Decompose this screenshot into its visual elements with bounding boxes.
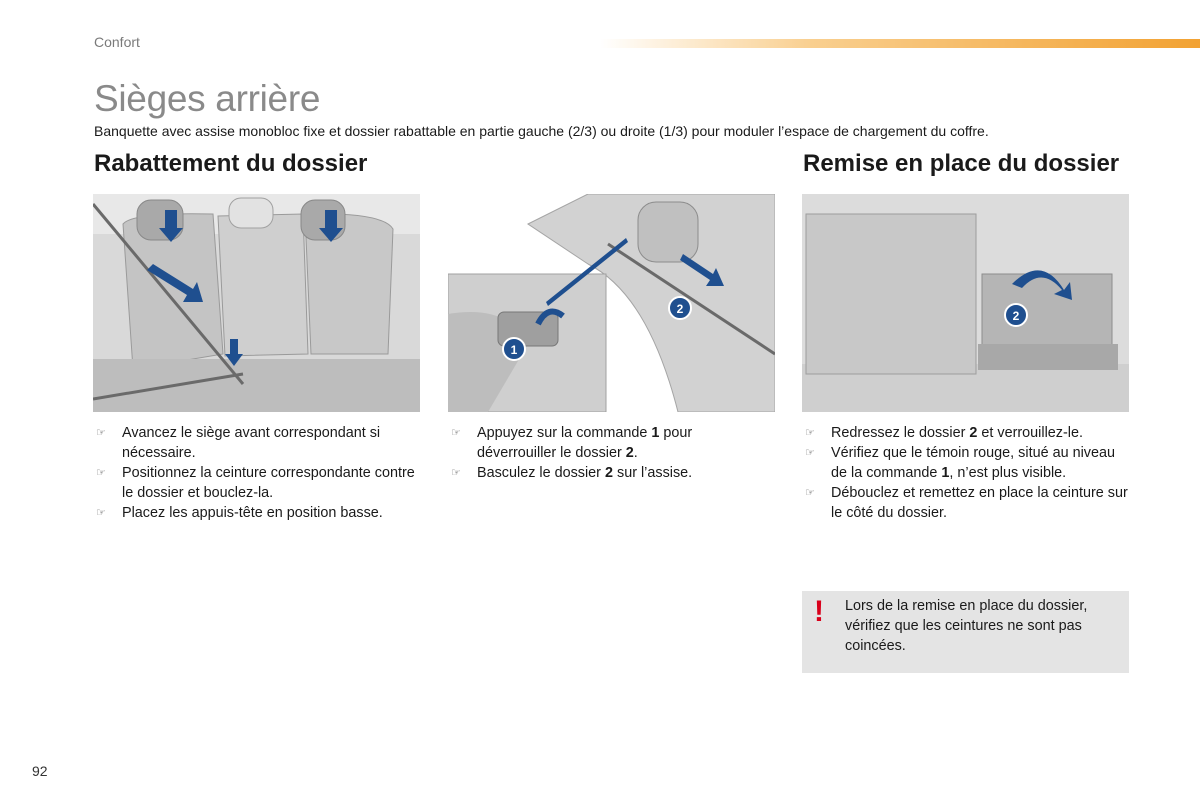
pointing-hand-icon: ☞ [805, 487, 815, 499]
list-item: ☞ Vérifiez que le témoin rouge, situé au niveau de la commande 1, n’est plus visible. [805, 445, 1115, 481]
list-item: ☞ Avancez le siège avant correspondant si nécessaire. [96, 425, 381, 461]
release-control-illustration [448, 194, 775, 412]
pointing-hand-icon: ☞ [805, 447, 815, 459]
list-item: ☞ Redressez le dossier 2 et verrouillez-le. [805, 425, 1083, 441]
list-item: ☞ Basculez le dossier 2 sur l’assise. [451, 465, 693, 481]
page-number: 92 [32, 763, 48, 779]
header-accent-bar [600, 39, 1200, 48]
pointing-hand-icon: ☞ [451, 467, 461, 479]
callout-2-label: 2 [1012, 309, 1020, 323]
list-item: ☞ Débouclez et remettez en place la ceinture sur le côté du dossier. [805, 485, 1128, 521]
pointing-hand-icon: ☞ [96, 427, 106, 439]
warning-text: Lors de la remise en place du dossier, vérifiez que les ceintures ne sont pas coincées. [845, 598, 1088, 654]
steps-list-c [803, 423, 1133, 523]
left-heading: Rabattement du dossier [94, 150, 368, 177]
warning-box [802, 591, 1129, 673]
pointing-hand-icon: ☞ [96, 467, 106, 479]
list-item: ☞ Placez les appuis-tête en position basse. [96, 505, 383, 521]
section-label: Confort [94, 34, 140, 50]
cargo-area-illustration [802, 194, 1129, 412]
callout-2-label: 2 [676, 302, 684, 316]
steps-list-a [94, 423, 424, 523]
rear-bench-illustration [93, 194, 420, 412]
pointing-hand-icon: ☞ [96, 507, 106, 519]
pointing-hand-icon: ☞ [805, 427, 815, 439]
pointing-hand-icon: ☞ [451, 427, 461, 439]
right-heading: Remise en place du dossier [803, 150, 1120, 177]
list-item: ☞ Appuyez sur la commande 1 pour déverrouiller le dossier 2. [451, 425, 693, 461]
steps-list-b [449, 423, 749, 483]
intro-text: Banquette avec assise monobloc fixe et dossier rabattable en partie gauche (2/3) ou droite (1/3) pour moduler l’espace de chargement du coffre. [94, 123, 989, 139]
page-title: Sièges arrière [94, 78, 321, 119]
list-item: ☞ Positionnez la ceinture correspondante contre le dossier et bouclez-la. [96, 465, 415, 501]
warning-icon: ! [814, 595, 824, 628]
callout-1-label: 1 [510, 343, 518, 357]
